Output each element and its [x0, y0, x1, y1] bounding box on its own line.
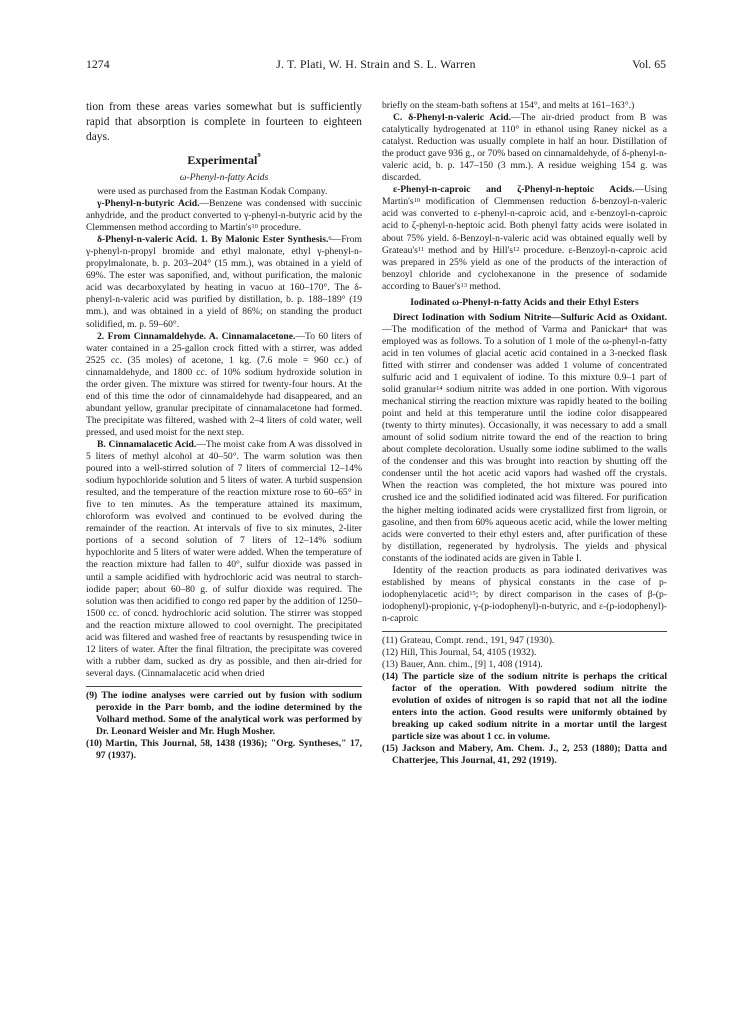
experimental-heading: Experimental$^9$ [187, 152, 261, 167]
footnote-ref: 12 [512, 245, 520, 253]
volume-label: Vol. 65 [632, 57, 666, 71]
footnote-ref: 14 [436, 385, 443, 393]
paragraph-continuation: briefly on the steam-bath softens at 154°, and melts at 161–163°.) [382, 100, 635, 111]
footnote-ref: 9 [257, 152, 261, 159]
footnote-ref: 6 [328, 235, 332, 243]
footnote-ref: 10 [413, 197, 421, 205]
footnote-ref: 11 [417, 245, 425, 253]
footnote-15: (15) Jackson and Mabery, Am. Chem. J., 2, 253 (1880); Datta and Chatterjee, This Journal, 41, 292 (1919). [382, 743, 667, 767]
left-column [86, 100, 362, 762]
paragraph-caproic-heptoic: ε-Phenyl-n-caproic and ζ-Phenyl-n-heptoic Acids.—Using $Martin's^{10}$ modification of Clemmensen reduction δ-benzoyl-n-valeric acid was converted to ε-phenyl-n-caproic acid, and ε-benzoyl-n-caproic acid to ζ-phenyl-n-heptoic acid. Both phenyl fatty acids were isolated in about 75% yield. δ-Benzoyl-n-valeric acid was obtained equally well by $Grateau's^{11}$ method and by $Hill's^{12}$ procedure. ε-Benzoyl-n-caproic acid was prepared in 25% yield as one of the products of the interaction of benzoyl chloride and cyclohexanone in the presence of sodamide according to $Bauer's^{13}$ method. [382, 184, 667, 292]
paragraph-identity: Identity of the reaction products as para iodinated derivatives was established by means of physical constants in the case of p-iodophenylacetic acid$^{15}$; by direct comparison in the cases of β-(p-iodophenyl)-propionic, γ-(p-iodophenyl)-n-butyric, and ε-(p-iodophenyl)-n-caproic [382, 564, 667, 624]
footnote-10: (10) Martin, This Journal, 58, 1438 (1936); "Org. Syntheses," 17, 97 (1937). [86, 738, 362, 762]
footnote-ref: 10 [251, 223, 258, 231]
footnote-ref: 4 [624, 324, 628, 332]
paragraph-direct-iodination: Direct Iodination with Sodium Nitrite—Sulfuric Acid as Oxidant.—The modification of the method of Varma and Panickar$^4$ that was employed was as follows. To a solution of 1 mole of the ω-phenyl-n-fatty acid in ten volumes of glacial acetic acid contained in a 3-necked flask fitted with stirrer and condenser was added 1 volume of concentrated sulfuric acid and 1 equivalent of iodine. To this mixture 0.9–1 part of solid granular$^{14}$ sodium nitrite was added in one portion. With vigorous mechanical stirring the reaction mixture was rapidly heated to the boiling point and held at this temperature until the iodine color disappeared (twenty to thirty minutes). Occasionally, it was necessary to add a small amount of solid sodium nitrite toward the end of the reaction to bring about complete decoloration. Usually some iodine sublimed to the walls of the condenser and this was brought into reaction by shutting off the condenser until the hot acetic acid vapors had washed off the crystals. When the reaction was completed, the hot mixture was poured into crushed ice and the solidified iodinated acid was filtered. For purification the higher melting iodinated acids were crystallized first from ligroin, or gasoline, and then from 60% aqueous acetic acid, while the lower melting acids were converted to their ethyl esters and, after purification of these by distillation, regenerated by hydrolysis. The yields and physical constants of the iodinated acids are given in Table I. [382, 311, 667, 564]
paragraph-phenylacetic: were used as purchased from the Eastman Kodak Company. [97, 186, 328, 197]
footnote-14: (14) The particle size of the sodium nitrite is perhaps the critical factor of the operation. With powdered sodium nitrite the evolution of oxides of nitrogen is so rapid that not all the iodine enters into the action. Good results were uniformly obtained by breaking up caked sodium nitrite in a mortar until the largest particle size was about 1 cc. in volume. [382, 671, 667, 743]
page-number: 1274 [86, 57, 110, 71]
paragraph-valeric-c: C. δ-Phenyl-n-valeric Acid.—The air-dried product from B was catalytically hydrogenated at 110° in ethanol using Raney nickel as a catalyst. Reduction was usually complete in half an hour. Distillation of the product gave 936 g., or 70% based on cinnamaldehyde, of δ-phenyl-n-valeric acid, b. p. 147–150 (3 mm.). A residue weighing 154 g. was discarded. [382, 112, 668, 184]
subsection-heading: ω-Phenyl-n-fatty Acids [179, 172, 269, 183]
footnotes-right [382, 631, 667, 768]
intro-continuation: tion from these areas varies somewhat but is sufficiently rapid that absorption is complete in fourteen to eighteen days. [86, 101, 362, 143]
footnote-11: (11) Grateau, Compt. rend., 191, 947 (1930). [382, 634, 555, 646]
running-authors: J. T. Plati, W. H. Strain and S. L. Warren [276, 57, 476, 71]
paragraph-phenylbutyric: γ-Phenyl-n-butyric Acid.—Benzene was condensed with succinic anhydride, and the product converted to γ-phenyl-n-butyric acid by the Clemmensen method according to $Martin's^{10}$ procedure. [86, 198, 362, 234]
footnote-13: (13) Bauer, Ann. chim., [9] 1, 408 (1914). [382, 659, 543, 671]
right-column [382, 100, 667, 767]
footnote-ref: 15 [469, 589, 476, 597]
running-header [86, 57, 666, 73]
paragraph-cinnamalacetone: 2. From Cinnamaldehyde. A. Cinnamalacetone.—To 60 liters of water contained in a 25-gallon crock fitted with a stirrer, was added 2525 cc. (35 moles) of acetone, 1 kg. (7.6 mole = 960 cc.) of cinnamaldehyde, and 1800 cc. of 10% sodium hydroxide solution in the order given. The mixture was stirred for twenty-four hours. At the end of this time the odor of cinnamaldehyde had disappeared, and an abundant yellow, granular precipitate of cinnamalacetone had formed. The precipitate was filtered, washed with 2–4 liters of cold water, well pressed, and used moist for the next step. [86, 330, 362, 438]
footnote-9: (9) The iodine analyses were carried out by fusion with sodium peroxide in the Parr bomb, and the iodine determined by the Volhard method. Some of the analytical work was performed by Dr. Leonard Weisler and Mr. Hugh Mosher. [86, 689, 362, 738]
footnotes-left [86, 686, 362, 762]
footnote-12: (12) Hill, This Journal, 54, 4105 (1932). [382, 647, 537, 659]
paragraph-cinnamalacetic: B. Cinnamalacetic Acid.—The moist cake from A was dissolved in 5 liters of methyl alcohol at 40–50°. The warm solution was then poured into a well-stirred solution of 7 liters of commercial 12–14% sodium hypochloride solution and 5 liters of water. A turbid suspension resulted, and the temperature of the reaction mixture rose to 60–65° in five to ten minutes. As the temperature attained its maximum, chloroform was evolved and continued to be evolved during the remainder of the reaction. At intervals of five to six minutes, 2-liter portions of a second solution of 7 liters of 12–14% sodium hypochlorite and 5 liters of water were added. When the temperature of the reaction mixture had fallen to 40°, sulfur dioxide was passed in until a sample acidified with hydrochloric acid was neutral to starch-iodide paper; about 60–80 g. of sulfur dioxide was required. The solution was then acidified to congo red paper by the addition of 1250–1500 cc. of concd. hydrochloric acid solution. The stirrer was stopped and the reaction mixture allowed to cool overnight. The precipitated acid was filtered and washed free of reactants by resuspending twice in 12 liters of water. After the final filtration, the precipitate was covered with a rubber dam, sucked as dry as possible, and then air-dried for several days. (Cinnamalacetic acid when dried [86, 438, 362, 679]
paragraph-malonic-ester: δ-Phenyl-n-valeric Acid. 1. By Malonic Ester Synthesis.$^6$—From γ-phenyl-n-propyl bromide and ethyl malonate, ethyl γ-phenyl-n-propylmalonate, b. p. 203–204° (15 mm.), was obtained in a yield of 69%. The ester was saponified, and, without purification, the malonic acid was decarboxylated by heating in vacuo at 160–170°. The δ-phenyl-n-valeric acid was purified by distillation, b. p. 188–189° (19 mm.), and was obtained in a yield of 86%; on standing the product solidified, m. p. 59–60°. [86, 234, 362, 330]
section-heading-iodinated: Iodinated ω-Phenyl-n-fatty Acids and their Ethyl Esters [410, 296, 639, 308]
footnote-ref: 13 [460, 281, 467, 289]
